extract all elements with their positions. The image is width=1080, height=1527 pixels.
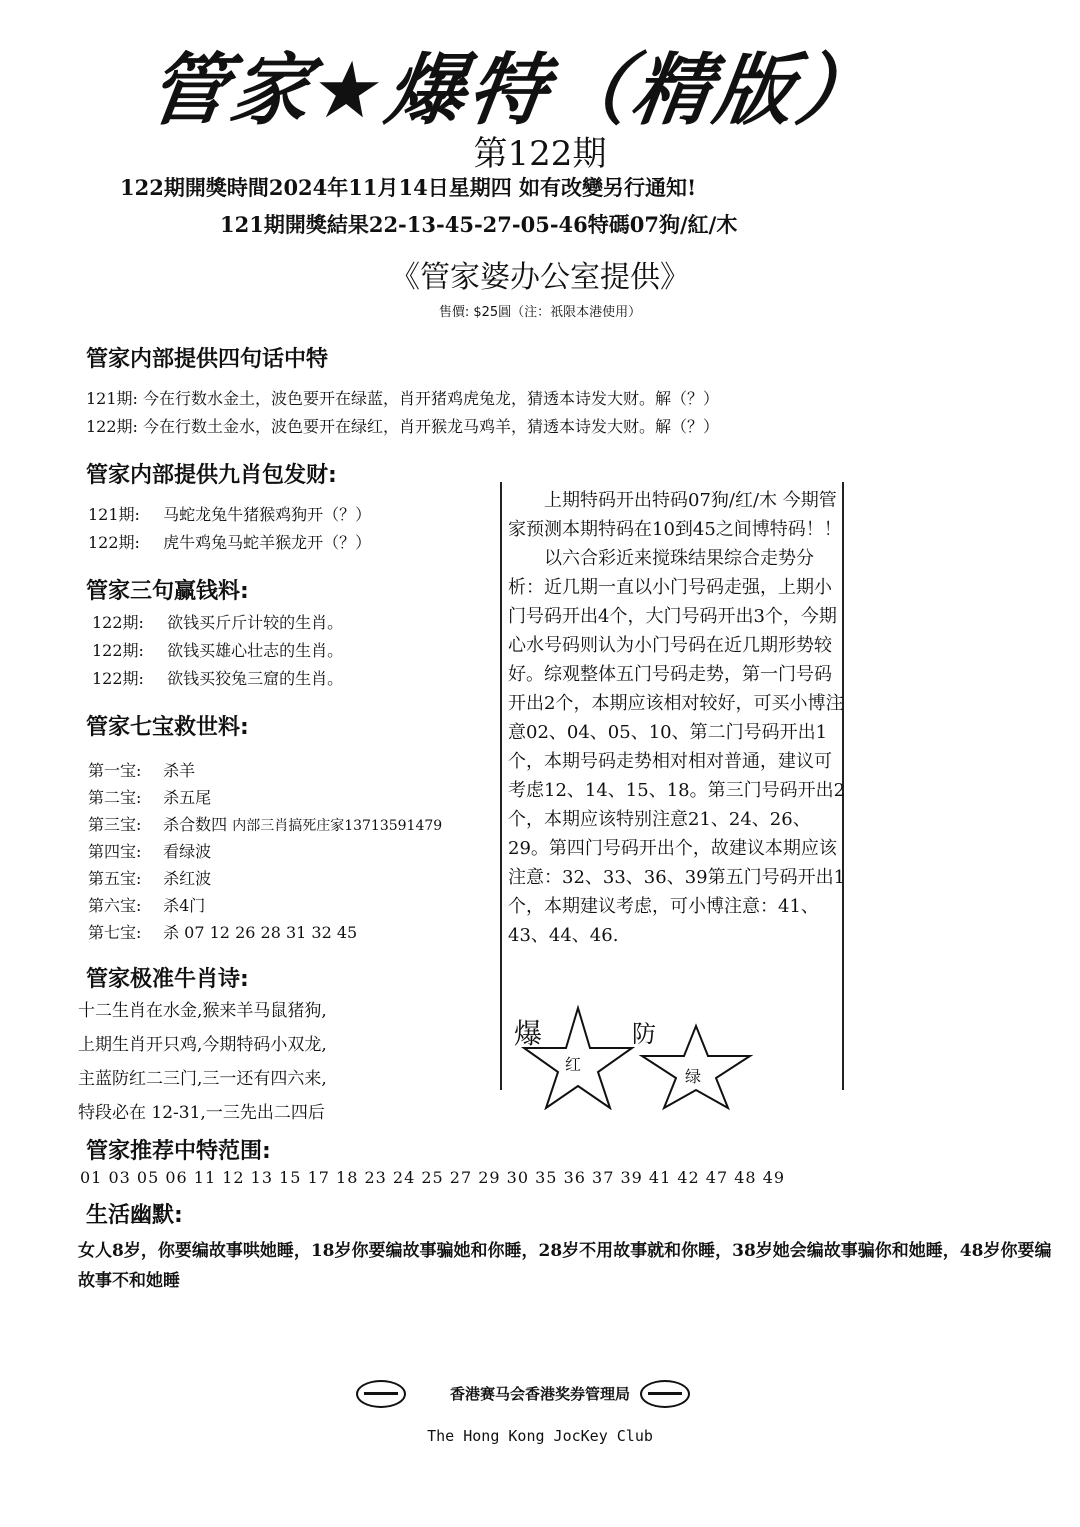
star-label-bao: 爆 [514,1017,543,1050]
treasure-row [88,866,211,889]
three-sentences-row [92,638,343,661]
row-text: 虎牛鸡兔马蛇羊猴龙开（？） [163,533,372,552]
row-text: 杀红波 [163,869,212,888]
row-label: 122期: [88,533,140,552]
treasure-row [88,812,442,835]
row-text: 杀 07 12 26 28 31 32 45 [163,923,358,942]
row-text: 欲钱买雄心壮志的生肖。 [167,641,344,660]
poem-line: 上期生肖开只鸡,今期特码小双龙, [78,1035,327,1055]
four-lines-heading: 管家内部提供四句话中特 [86,347,329,372]
row-label: 第六宝: [88,896,142,915]
three-sentences-row [92,610,343,633]
zodiac-poem-heading: 管家极准牛肖诗: [86,967,249,992]
row-label: 第一宝: [88,761,142,780]
treasure-row [88,893,205,916]
row-label: 第四宝: [88,842,142,861]
treasure-row [88,758,195,781]
footer-org-en: The Hong Kong JocKey Club [427,1427,653,1445]
humor-heading: 生活幽默: [86,1203,183,1228]
star-label-fang: 防 [632,1020,656,1048]
row-label: 第五宝: [88,869,142,888]
three-sentences-row [92,666,343,689]
row-label: 122期: [92,641,144,660]
treasure-row [88,785,211,808]
poem-line: 主蓝防红二三门,三一还有四六来, [78,1069,327,1089]
row-label: 第二宝: [88,788,142,807]
recommend-heading: 管家推荐中特范围: [86,1139,271,1164]
row-text: 杀五尾 [163,788,212,807]
treasure-row [88,839,211,862]
last-result: 121期開獎結果22-13-45-27-05-46特碼07狗/紅/木 [220,212,738,237]
star-inner-red: 红 [565,1055,582,1074]
row-label: 121期: [88,505,140,524]
treasure-row [88,920,357,943]
humor-text: 女人8岁，你要编故事哄她睡，18岁你要编故事骗她和你睡，28岁不用故事就和你睡，38岁她会编故事骗你和她睡，48岁你要编故事不和她睡 [78,1241,1052,1291]
draw-notice: 122期開獎時間2024年11月14日星期四 如有改變另行通知! [120,175,697,200]
nine-zodiac-heading: 管家内部提供九肖包发财: [86,463,337,488]
row-text: 看绿波 [163,842,212,861]
price-line: 售價: $25圓（注：祇限本港使用） [438,305,642,320]
row-text: 杀4门 [163,896,206,915]
row-text: 马蛇龙兔牛猪猴鸡狗开（？） [163,505,372,524]
poem-line: 十二生肖在水金,猴来羊马鼠猪狗, [78,1001,327,1021]
poem-line: 特段必在 12-31,一三先出二四后 [78,1103,325,1123]
row-text: 杀合数四 [163,815,228,834]
row-label: 122期: [92,669,144,688]
issue-number: 第122期 [473,134,607,174]
analysis-text [508,486,848,950]
row-label: 第三宝: [88,815,142,834]
row-text: 欲钱买斤斤计较的生肖。 [167,613,344,632]
row-text: 杀羊 [163,761,196,780]
contact-note: 内部三肖搞死庄家13713591479 [232,818,443,834]
row-label: 122期: [92,613,144,632]
row-label: 第七宝: [88,923,142,942]
page-title: 管家★爆特（精版） [142,46,886,136]
analysis-paragraph: 上期特码开出特码07狗/红/木 今期管家预测本期特码在10到45之间博特码！！ [508,490,842,540]
four-lines-row: 122期: 今在行数土金水，波色要开在绿红，肖开猴龙马鸡羊，猜透本诗发大财。解（？） [86,417,720,436]
footer-org-cn: 香港赛马会香港奖券管理局 [449,1385,630,1403]
nine-zodiac-row [88,502,371,525]
stars-graphic [510,1000,840,1110]
four-lines-row: 121期: 今在行数水金土，波色要开在绿蓝，肖开猪鸡虎兔龙，猜透本诗发大财。解（？） [86,389,720,408]
row-text: 欲钱买狡兔三窟的生肖。 [167,669,344,688]
analysis-paragraph: 以六合彩近来搅珠结果综合走势分析：近几期一直以小门号码走强，上期小门号码开出4个，大门号码开出3个，今期心水号码则认为小门号码在近几期形势较好。综观整体五门号码走势，第一门号码开出2个，本期应该相对较好，可买小博注意02、04、05、10、第二门号码开出1个，本期号码走势相对相对普通，建议可考虑12、14、15、18。第三门号码开出2个，本期应该特别注意21、24、26、29。第四门号码开出个，故建议本期应该注意：32、33、36、39第五门号码开出1个，本期建议考虑，可小博注意：41、43、44、46. [508,548,846,946]
provider-line: 《管家婆办公室提供》 [390,260,690,295]
seven-treasures-heading: 管家七宝救世料: [86,715,249,740]
recommend-numbers: 01 03 05 06 11 12 13 15 17 18 23 24 25 27 29 30 35 36 37 39 41 42 47 48 49 [80,1168,786,1187]
nine-zodiac-row [88,530,371,553]
star-inner-green: 绿 [685,1067,702,1086]
three-sentences-heading: 管家三句赢钱料: [86,579,249,604]
